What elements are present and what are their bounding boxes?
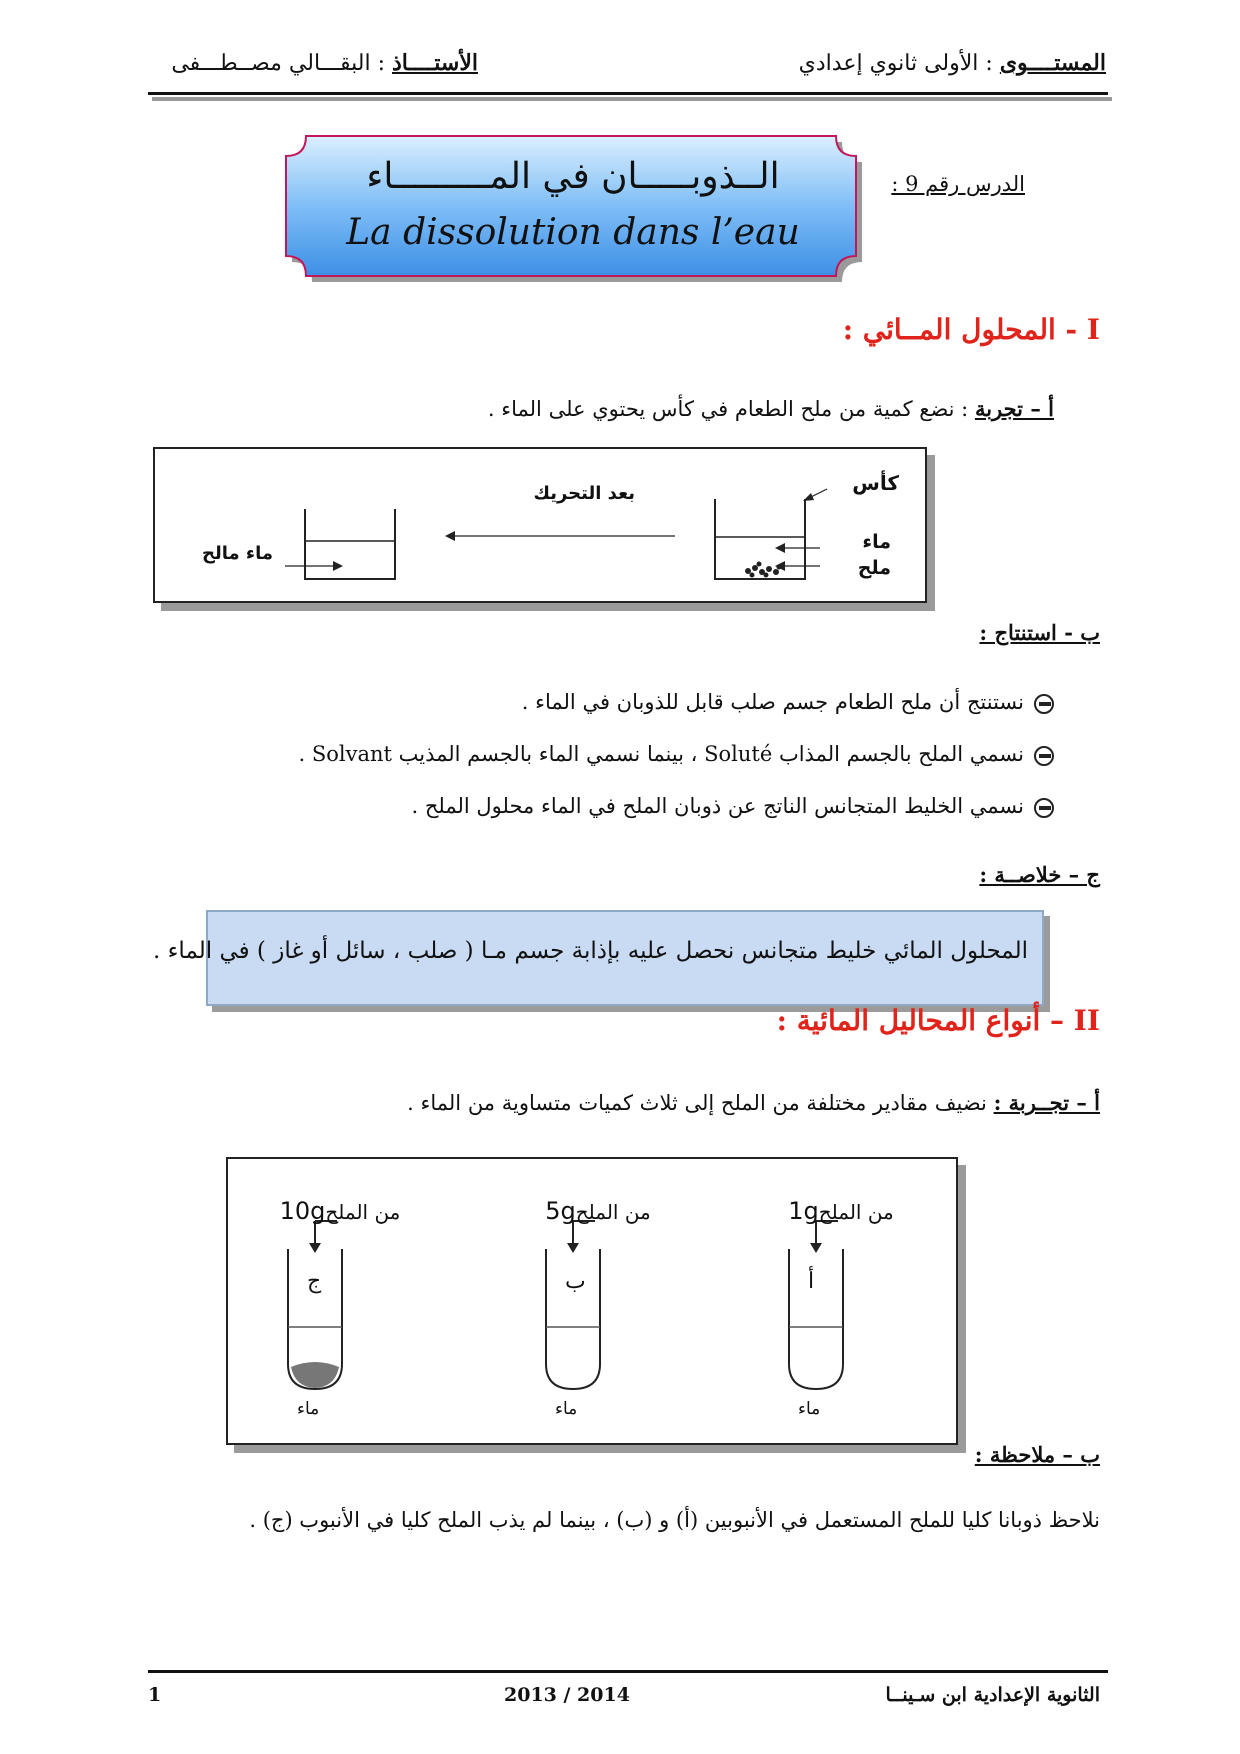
tube-letter: ب <box>565 1269 586 1294</box>
bullet-item-3 <box>412 794 1054 818</box>
tube-letter: ج <box>307 1269 322 1294</box>
section2-note-heading: ب – ملاحظة : <box>974 1442 1100 1467</box>
test-tube <box>789 1221 843 1389</box>
section1-deduction-heading: ب - استنتاج : <box>979 620 1100 645</box>
tube-amount-label <box>756 1197 926 1225</box>
section2-note-text: نلاحظ ذوبانا كليا للملح المستعمل في الأنبوبين (أ) و (ب) ، بينما لم يذب الملح كليا في الأنبوب (ج) . <box>249 1508 1100 1532</box>
label-salt: ملح <box>857 557 891 579</box>
bullet-icon <box>1034 798 1054 818</box>
tube-amount: 1g <box>788 1197 819 1225</box>
tube-amount-suffix: من الملح <box>325 1200 401 1224</box>
footer-rule <box>148 1670 1108 1673</box>
header-rule <box>148 92 1108 95</box>
teacher-label: الأستــــاذ <box>391 50 478 76</box>
header-rule-shadow <box>152 97 1112 101</box>
section1-experiment <box>488 396 1054 421</box>
bullet-text-2: نسمي الملح بالجسم المذاب Soluté ، بينما نسمي الماء بالجسم المذيب Solvant . <box>298 742 1024 766</box>
bullet-item-1 <box>522 690 1054 714</box>
header-teacher <box>171 50 478 76</box>
label-after-stirring: بعد التحريك <box>533 483 635 504</box>
label-water: ماء <box>862 531 891 553</box>
figure-dissolution-drawing <box>155 449 925 601</box>
tube-water-label: ماء <box>798 1399 821 1419</box>
section2-exp-label: أ – تجــربة : <box>993 1090 1100 1115</box>
tube-water-label: ماء <box>555 1399 578 1419</box>
tube-amount-label <box>513 1197 683 1225</box>
section1-exp-text: : نضع كمية من ملح الطعام في كأس يحتوي على الماء . <box>487 397 969 421</box>
tube-amount-label <box>255 1197 425 1225</box>
section1-summary-heading: ج – خلاصــة : <box>979 862 1100 887</box>
figure-test-tubes <box>226 1157 958 1445</box>
footer-page-number: 1 <box>148 1684 162 1706</box>
tube-amount: 5g <box>545 1197 576 1225</box>
bullet-item-2 <box>298 742 1054 766</box>
tube-water-label: ماء <box>297 1399 320 1419</box>
lesson-number: الدرس رقم 9 : <box>891 172 1025 196</box>
bullet-text-1: نستنتج أن ملح الطعام جسم صلب قابل للذوبان في الماء . <box>521 690 1024 714</box>
title-box <box>278 128 868 286</box>
tube-amount-suffix: من الملح <box>818 1200 894 1224</box>
footer-year: 2013 / 2014 <box>504 1684 630 1706</box>
section2-experiment <box>407 1090 1100 1115</box>
level-label: المستــــوى <box>999 50 1106 76</box>
test-tube <box>288 1221 342 1389</box>
label-salty-water: ماء مالح <box>201 543 273 564</box>
summary-box <box>153 910 1044 1006</box>
level-value: : الأولى ثانوي إعدادي <box>798 51 993 76</box>
section2-heading: II – أنواع المحاليل المائية : <box>776 1004 1100 1037</box>
section1-heading: I - المحلول المــائي : <box>842 313 1100 346</box>
header-level <box>799 50 1106 76</box>
tube-letter: أ <box>808 1269 815 1294</box>
test-tube <box>546 1221 600 1389</box>
title-box-shape <box>278 128 868 286</box>
summary-text: المحلول المائي خليط متجانس نحصل عليه بإذابة جسم مـا ( صلب ، سائل أو غاز ) في الماء . <box>153 938 1028 964</box>
tube-amount-suffix: من الملح <box>575 1200 651 1224</box>
section1-exp-label: أ – تجربة <box>974 396 1054 421</box>
section2-exp-text: نضيف مقادير مختلفة من الملح إلى ثلاث كميات متساوية من الماء . <box>407 1091 987 1115</box>
bullet-icon <box>1034 746 1054 766</box>
bullet-icon <box>1034 694 1054 714</box>
bullet-text-3: نسمي الخليط المتجانس الناتج عن ذوبان الملح في الماء محلول الملح . <box>411 794 1024 818</box>
tube-amount: 10g <box>279 1197 326 1225</box>
figure-dissolution <box>153 447 927 603</box>
footer-school: الثانوية الإعدادية ابن سـينــا <box>885 1684 1100 1706</box>
teacher-value: : البقـــالي مصــطـــفى <box>171 51 385 76</box>
title-arabic: الــذوبـــــان في المـــــــــاء <box>366 156 780 197</box>
label-glass: كأس <box>852 471 899 495</box>
title-french: La dissolution dans l’eau <box>346 212 800 253</box>
